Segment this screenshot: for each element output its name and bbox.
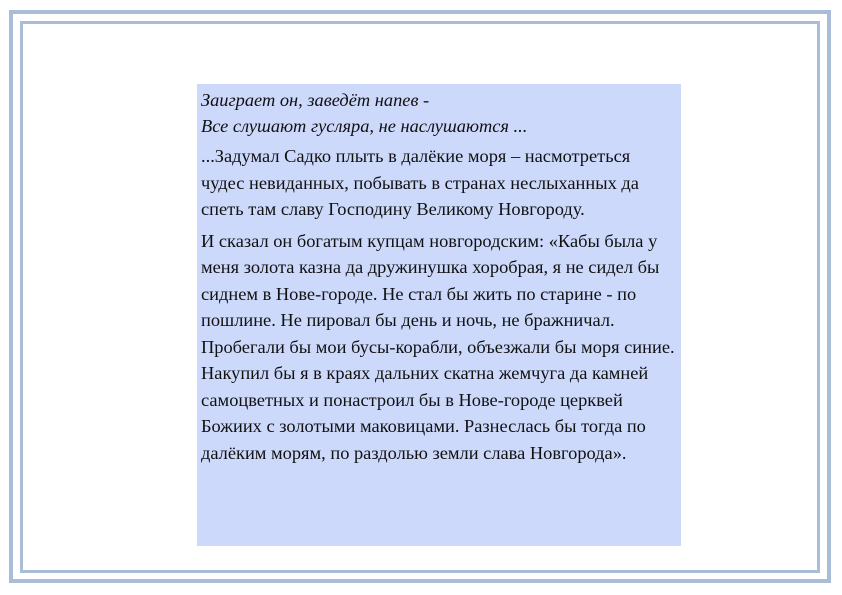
verse-line-2: Все слушают гусляра, не наслушаются ... xyxy=(201,116,528,136)
verse-block xyxy=(201,87,677,139)
text-box xyxy=(197,84,681,546)
paragraph-1: ...Задумал Садко плыть в далёкие моря – насмотреться чудес невиданных, побывать в странах неслыханных да спеть там славу Господину Великому Новгороду. xyxy=(201,146,639,219)
verse-line-1: Заиграет он, заведёт напев - xyxy=(201,90,430,110)
paragraph-2: И сказал он богатым купцам новгородским: «Кабы была у меня золота казна да дружинушка хоробрая, я не сидел бы сиднем в Нове-городе. Не стал бы жить по старине - по пошлине. Не пировал бы день и ночь, не бражничал. Пробегали бы мои бусы-корабли, объезжали бы моря синие. Накупил бы я в краях дальних скатна жемчуга да камней самоцветных и понастроил бы в Нове-городе церквей Божиих с золотыми маковицами. Разнеслась бы тогда по далёким морям, по раздолью земли слава Новгорода». xyxy=(201,230,675,463)
